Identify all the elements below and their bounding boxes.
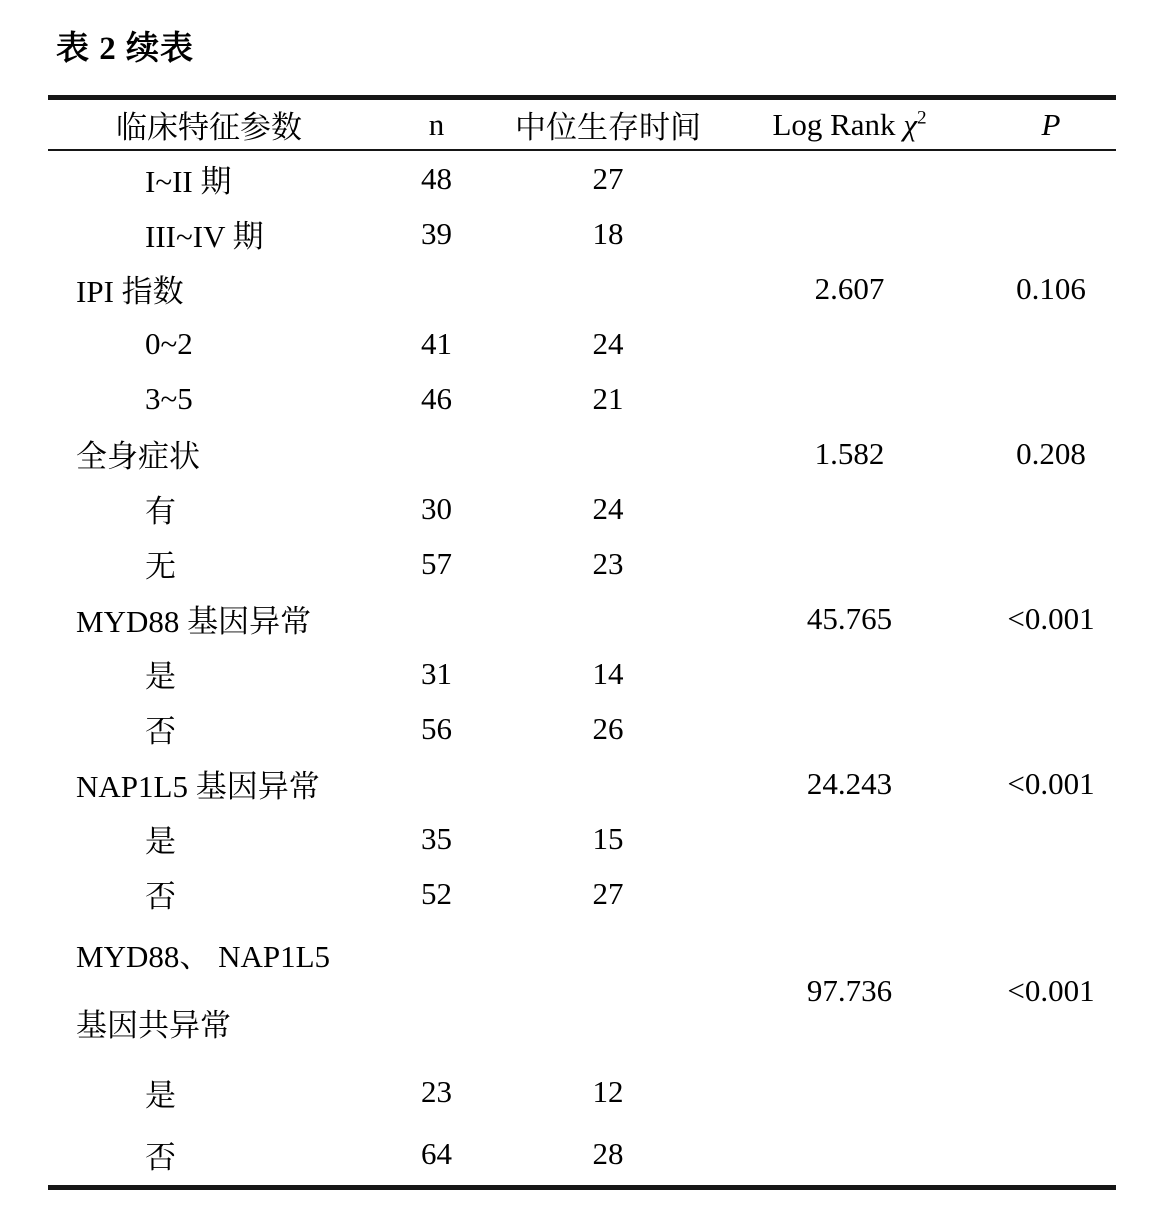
cell-median-survival: 14 bbox=[592, 655, 624, 691]
cell-median-survival bbox=[503, 426, 713, 481]
table-row bbox=[48, 756, 1116, 811]
row-label: 否 bbox=[145, 1139, 176, 1175]
row-label: 否 bbox=[145, 879, 176, 914]
cell-p-value bbox=[986, 150, 1116, 206]
cell-n: 31 bbox=[421, 655, 452, 691]
row-label: NAP1L5 基因异常 bbox=[76, 769, 320, 804]
row-label: 是 bbox=[145, 659, 176, 694]
cell-n bbox=[370, 426, 503, 481]
cell-p-value bbox=[986, 1061, 1116, 1123]
table-row bbox=[48, 866, 1116, 921]
table-row bbox=[48, 701, 1116, 756]
cell-p-value bbox=[986, 646, 1116, 701]
cell-logrank-chi2 bbox=[713, 866, 986, 921]
cell-median-survival: 12 bbox=[592, 1074, 624, 1109]
cell-n: 23 bbox=[421, 1074, 452, 1109]
cell-median-survival: 23 bbox=[592, 545, 624, 581]
cell-logrank-chi2: 45.765 bbox=[806, 600, 893, 636]
cell-p-value bbox=[986, 536, 1116, 591]
row-label: MYD88 基因异常 bbox=[76, 604, 312, 639]
cell-n: 46 bbox=[421, 380, 452, 416]
cell-median-survival: 27 bbox=[592, 160, 624, 196]
table-row bbox=[48, 261, 1116, 316]
cell-logrank-chi2 bbox=[713, 1061, 986, 1123]
table-row bbox=[48, 150, 1116, 206]
cell-p-value: <0.001 bbox=[1007, 765, 1095, 801]
table-row bbox=[48, 811, 1116, 866]
row-label: I~II 期 bbox=[145, 164, 232, 199]
cell-n bbox=[370, 921, 503, 1061]
cell-n: 35 bbox=[421, 820, 452, 856]
chi-superscript: 2 bbox=[916, 107, 927, 129]
cell-p-value bbox=[986, 811, 1116, 866]
cell-logrank-chi2: 2.607 bbox=[814, 270, 885, 306]
row-label: IPI 指数 bbox=[76, 274, 184, 309]
cell-median-survival bbox=[503, 756, 713, 811]
cell-p-value bbox=[986, 481, 1116, 536]
cell-n: 57 bbox=[421, 545, 452, 581]
row-label-line: 基因共异常 bbox=[76, 1008, 231, 1043]
cell-p-value: <0.001 bbox=[1007, 973, 1095, 1008]
cell-logrank-chi2 bbox=[713, 206, 986, 261]
table-row bbox=[48, 206, 1116, 261]
cell-p-value: 0.106 bbox=[1016, 270, 1086, 306]
table-caption: 表 2 续表 bbox=[56, 31, 194, 67]
row-label bbox=[48, 921, 370, 1061]
cell-p-value: <0.001 bbox=[1007, 600, 1095, 636]
table-row bbox=[48, 1061, 1116, 1123]
cell-logrank-chi2 bbox=[713, 150, 986, 206]
cell-median-survival bbox=[503, 261, 713, 316]
cell-p-value bbox=[986, 371, 1116, 426]
cell-median-survival bbox=[503, 921, 713, 1061]
table-row bbox=[48, 481, 1116, 536]
table-row bbox=[48, 646, 1116, 701]
table-row bbox=[48, 426, 1116, 481]
cell-logrank-chi2 bbox=[713, 701, 986, 756]
col-header-logrank-chi2 bbox=[713, 98, 986, 151]
chi-symbol: χ bbox=[903, 106, 917, 142]
row-label: 无 bbox=[145, 549, 176, 584]
cell-n: 39 bbox=[421, 215, 452, 251]
table-row bbox=[48, 591, 1116, 646]
cell-p-value bbox=[986, 1123, 1116, 1188]
cell-median-survival: 28 bbox=[592, 1136, 624, 1171]
table-row bbox=[48, 536, 1116, 591]
cell-n: 52 bbox=[421, 875, 452, 911]
table-body bbox=[48, 150, 1116, 1188]
cell-logrank-chi2: 97.736 bbox=[806, 973, 893, 1008]
cell-logrank-chi2 bbox=[713, 481, 986, 536]
cell-logrank-chi2 bbox=[713, 536, 986, 591]
cell-median-survival: 24 bbox=[592, 490, 624, 526]
cell-n bbox=[370, 756, 503, 811]
cell-n: 30 bbox=[421, 490, 452, 526]
cell-p-value bbox=[986, 206, 1116, 261]
cell-median-survival bbox=[503, 591, 713, 646]
cell-logrank-chi2: 24.243 bbox=[806, 765, 893, 801]
col-header-p-value: P bbox=[986, 98, 1116, 151]
cell-logrank-chi2: 1.582 bbox=[814, 435, 885, 471]
table-row bbox=[48, 316, 1116, 371]
row-label: 全身症状 bbox=[76, 439, 200, 474]
cell-n: 41 bbox=[421, 325, 452, 361]
table-row bbox=[48, 1123, 1116, 1188]
cell-median-survival: 27 bbox=[592, 875, 624, 911]
cell-median-survival: 24 bbox=[592, 325, 624, 361]
row-label: 有 bbox=[145, 494, 176, 529]
cell-median-survival: 26 bbox=[592, 710, 624, 746]
row-label: 3~5 bbox=[145, 380, 193, 416]
cell-logrank-chi2 bbox=[713, 371, 986, 426]
cell-logrank-chi2 bbox=[713, 316, 986, 371]
cell-p-value bbox=[986, 866, 1116, 921]
row-label: 是 bbox=[145, 1077, 176, 1113]
cell-n: 48 bbox=[421, 160, 452, 196]
table-header-row bbox=[48, 98, 1116, 151]
logrank-label: Log Rank bbox=[772, 106, 904, 142]
table-row bbox=[48, 921, 1116, 1061]
cell-p-value bbox=[986, 701, 1116, 756]
cell-n bbox=[370, 261, 503, 316]
row-label-line: MYD88、 NAP1L5 bbox=[76, 939, 331, 974]
row-label: 0~2 bbox=[145, 325, 193, 361]
cell-logrank-chi2 bbox=[713, 811, 986, 866]
cell-p-value bbox=[986, 316, 1116, 371]
cell-n bbox=[370, 591, 503, 646]
cell-logrank-chi2 bbox=[713, 646, 986, 701]
cell-n: 64 bbox=[421, 1136, 452, 1171]
col-header-median-survival: 中位生存时间 bbox=[503, 98, 713, 151]
row-label: 否 bbox=[145, 714, 176, 749]
col-header-n: n bbox=[370, 98, 503, 151]
cell-median-survival: 18 bbox=[592, 215, 624, 251]
cell-logrank-chi2 bbox=[713, 1123, 986, 1188]
cell-median-survival: 15 bbox=[592, 820, 624, 856]
row-label: III~IV 期 bbox=[145, 219, 264, 254]
col-header-parameter: 临床特征参数 bbox=[48, 98, 370, 151]
row-label: 是 bbox=[145, 824, 176, 859]
cell-n: 56 bbox=[421, 710, 452, 746]
cell-median-survival: 21 bbox=[592, 380, 624, 416]
cell-p-value: 0.208 bbox=[1016, 435, 1086, 471]
table-row bbox=[48, 371, 1116, 426]
survival-analysis-table bbox=[48, 95, 1116, 1190]
